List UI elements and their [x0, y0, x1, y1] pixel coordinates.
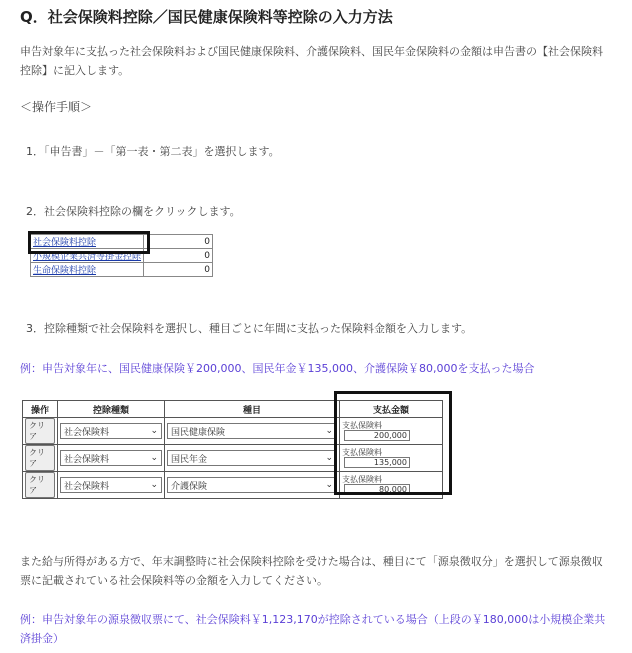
pay-label: 支払保険料	[342, 421, 382, 430]
header-deduction-type: 控除種類	[58, 401, 165, 418]
pay-label: 支払保険料	[342, 448, 382, 457]
pay-label: 支払保険料	[342, 475, 382, 484]
page-title: Q．社会保険料控除／国民健康保険料等控除の入力方法	[20, 8, 393, 26]
amount-input[interactable]: 80,000	[344, 484, 410, 495]
intro-text: 申告対象年に支払った社会保険料および国民健康保険料、介護保険料、国民年金保険料の金額は申告書の【社会保険料控除】に記入します。	[20, 45, 603, 77]
chevron-down-icon: ⌄	[150, 453, 158, 463]
header-item: 種目	[165, 401, 340, 418]
highlight-box	[334, 391, 452, 495]
header-operation: 操作	[23, 401, 58, 418]
deduction-value: 0	[144, 235, 213, 249]
deduction-type-select[interactable]: 社会保険料 ⌄	[60, 450, 162, 466]
header-payment: 支払金額	[340, 401, 443, 418]
table-row	[31, 263, 213, 277]
clear-button[interactable]: クリア	[25, 418, 55, 444]
procedure-heading: ＜操作手順＞	[20, 100, 93, 114]
chevron-down-icon: ⌄	[325, 453, 333, 463]
highlight-box	[28, 231, 150, 254]
step-1: 1．「申告書」－「第一表・第二表」を選択します。	[26, 145, 280, 158]
note-text: また給与所得がある方で、年末調整時に社会保険料控除を受けた場合は、種目にて「源泉徴収分」を選択して源泉徴収票に記載されている社会保険料等の金額を入力してください。	[20, 555, 603, 587]
deduction-link-social-insurance[interactable]: 社会保険料控除	[31, 235, 144, 249]
amount-input[interactable]: 200,000	[344, 430, 410, 441]
deduction-link-small-business[interactable]: 小規模企業共済等掛金控除	[31, 249, 144, 263]
chevron-down-icon: ⌄	[150, 426, 158, 436]
amount-input[interactable]: 135,000	[344, 457, 410, 468]
deduction-type-select[interactable]: 社会保険料 ⌄	[60, 423, 162, 439]
deduction-value: 0	[144, 249, 213, 263]
item-select[interactable]: 介護保険 ⌄	[167, 477, 337, 493]
example-1: 例：申告対象年に、国民健康保険￥200,000、国民年金￥135,000、介護保険￥80,000を支払った場合	[20, 362, 535, 375]
step-3: 3．控除種類で社会保険料を選択し、種目ごとに年間に支払った保険料金額を入力します。	[26, 322, 473, 335]
item-select[interactable]: 国民健康保険 ⌄	[167, 423, 337, 439]
chevron-down-icon: ⌄	[325, 480, 333, 490]
deduction-value: 0	[144, 263, 213, 277]
deduction-link-life-insurance[interactable]: 生命保険料控除	[31, 263, 144, 277]
example-2: 例：申告対象年の源泉徴収票にて、社会保険料￥1,123,170が控除されている場合（上段の￥180,000は小規模企業共済掛金）	[20, 613, 606, 645]
step-2: 2．社会保険料控除の欄をクリックします。	[26, 205, 241, 218]
clear-button[interactable]: クリア	[25, 445, 55, 471]
chevron-down-icon: ⌄	[325, 426, 333, 436]
deduction-type-select[interactable]: 社会保険料 ⌄	[60, 477, 162, 493]
item-select[interactable]: 国民年金 ⌄	[167, 450, 337, 466]
chevron-down-icon: ⌄	[150, 480, 158, 490]
clear-button[interactable]: クリア	[25, 472, 55, 498]
